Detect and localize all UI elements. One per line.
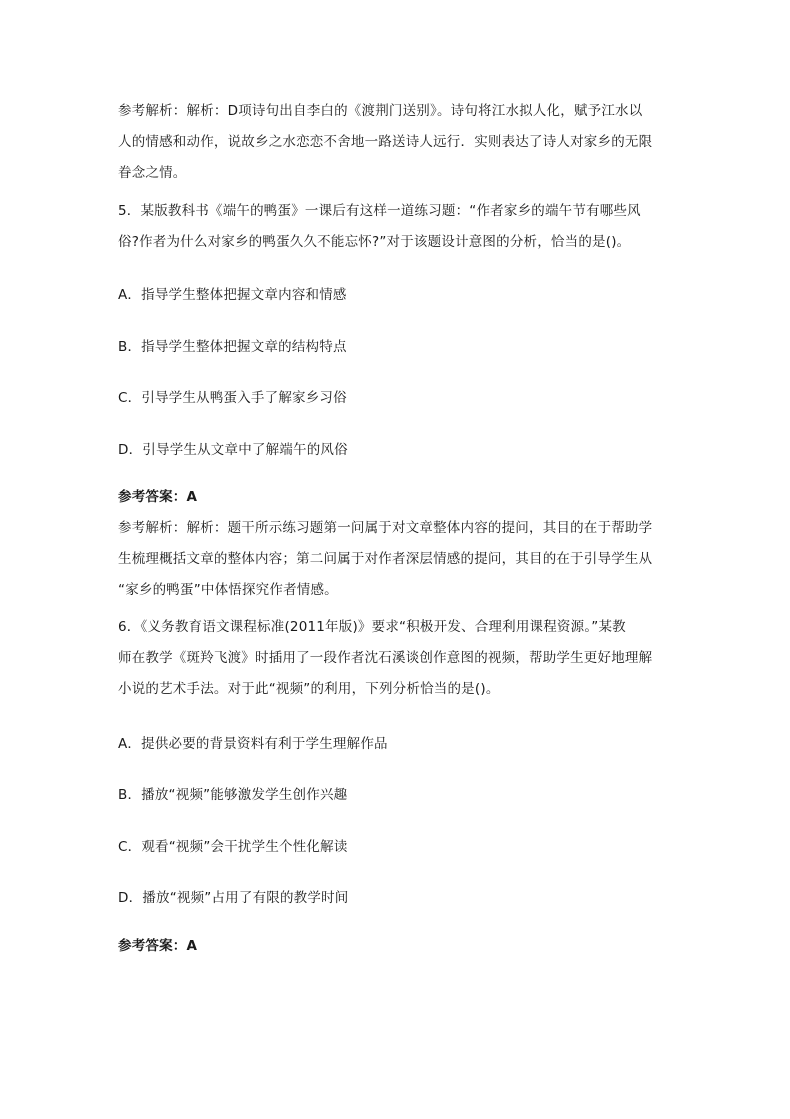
option-text: A．提供必要的背景资料有利于学生理解作品 (118, 736, 388, 752)
prev-analysis (118, 96, 678, 189)
question-stem-line: 师在教学《斑羚飞渡》时插用了一段作者沈石溪谈创作意图的视频，帮助学生更好地理解 (118, 650, 653, 666)
question-6-option-c (118, 832, 678, 863)
analysis-line: 生梳理概括文章的整体内容；第二问属于对作者深层情感的提问，其目的在于引导学生从 (118, 551, 653, 567)
analysis-line: 参考解析：解析：D项诗句出自李白的《渡荆门送别》。诗句将江水拟人化，赋予江水以 (118, 103, 643, 119)
question-stem-line: 小说的艺术手法。对于此“视频”的利用，下列分析恰当的是()。 (118, 681, 500, 697)
question-5-option-b (118, 332, 678, 363)
question-stem-line: 俗?作者为什么对家乡的鸭蛋久久不能忘怀?”对于该题设计意图的分析，恰当的是()。 (118, 234, 631, 250)
question-5-option-c (118, 383, 678, 414)
option-text: B．播放“视频”能够激发学生创作兴趣 (118, 787, 348, 803)
analysis-line: 人的情感和动作，说故乡之水恋恋不舍地一路送诗人远行．实则表达了诗人对家乡的无限 (118, 134, 653, 150)
question-5-option-a (118, 280, 678, 311)
question-stem-line: 5．某版教科书《端午的鸭蛋》一课后有这样一道练习题：“作者家乡的端午节有哪些风 (118, 203, 641, 219)
option-text: A．指导学生整体把握文章内容和情感 (118, 287, 347, 303)
option-text: D．播放“视频”占用了有限的教学时间 (118, 890, 349, 906)
analysis-line: 参考解析：解析：题干所示练习题第一问属于对文章整体内容的提问，其目的在于帮助学 (118, 520, 653, 536)
question-6-answer (118, 931, 678, 962)
analysis-line: “家乡的鸭蛋”中体悟探究作者情感。 (118, 582, 338, 598)
analysis-line: 眷念之情。 (118, 165, 187, 181)
question-5-analysis (118, 513, 678, 606)
option-text: C．观看“视频”会干扰学生个性化解读 (118, 839, 348, 855)
question-stem-line: 6．《义务教育语文课程标准(2011年版)》要求“积极开发、合理利用课程资源。”某教 (118, 619, 626, 635)
answer-text: 参考答案：A (118, 938, 198, 954)
question-6-option-d (118, 883, 678, 914)
question-5-stem (118, 196, 678, 258)
question-5-answer (118, 482, 678, 513)
question-6-option-b (118, 780, 678, 811)
question-5-option-d (118, 435, 678, 466)
option-text: C．引导学生从鸭蛋入手了解家乡习俗 (118, 390, 347, 406)
question-6-option-a (118, 729, 678, 760)
option-text: D．引导学生从文章中了解端午的风俗 (118, 442, 348, 458)
question-6-stem (118, 612, 678, 705)
option-text: B．指导学生整体把握文章的结构特点 (118, 339, 347, 355)
answer-text: 参考答案：A (118, 489, 198, 505)
